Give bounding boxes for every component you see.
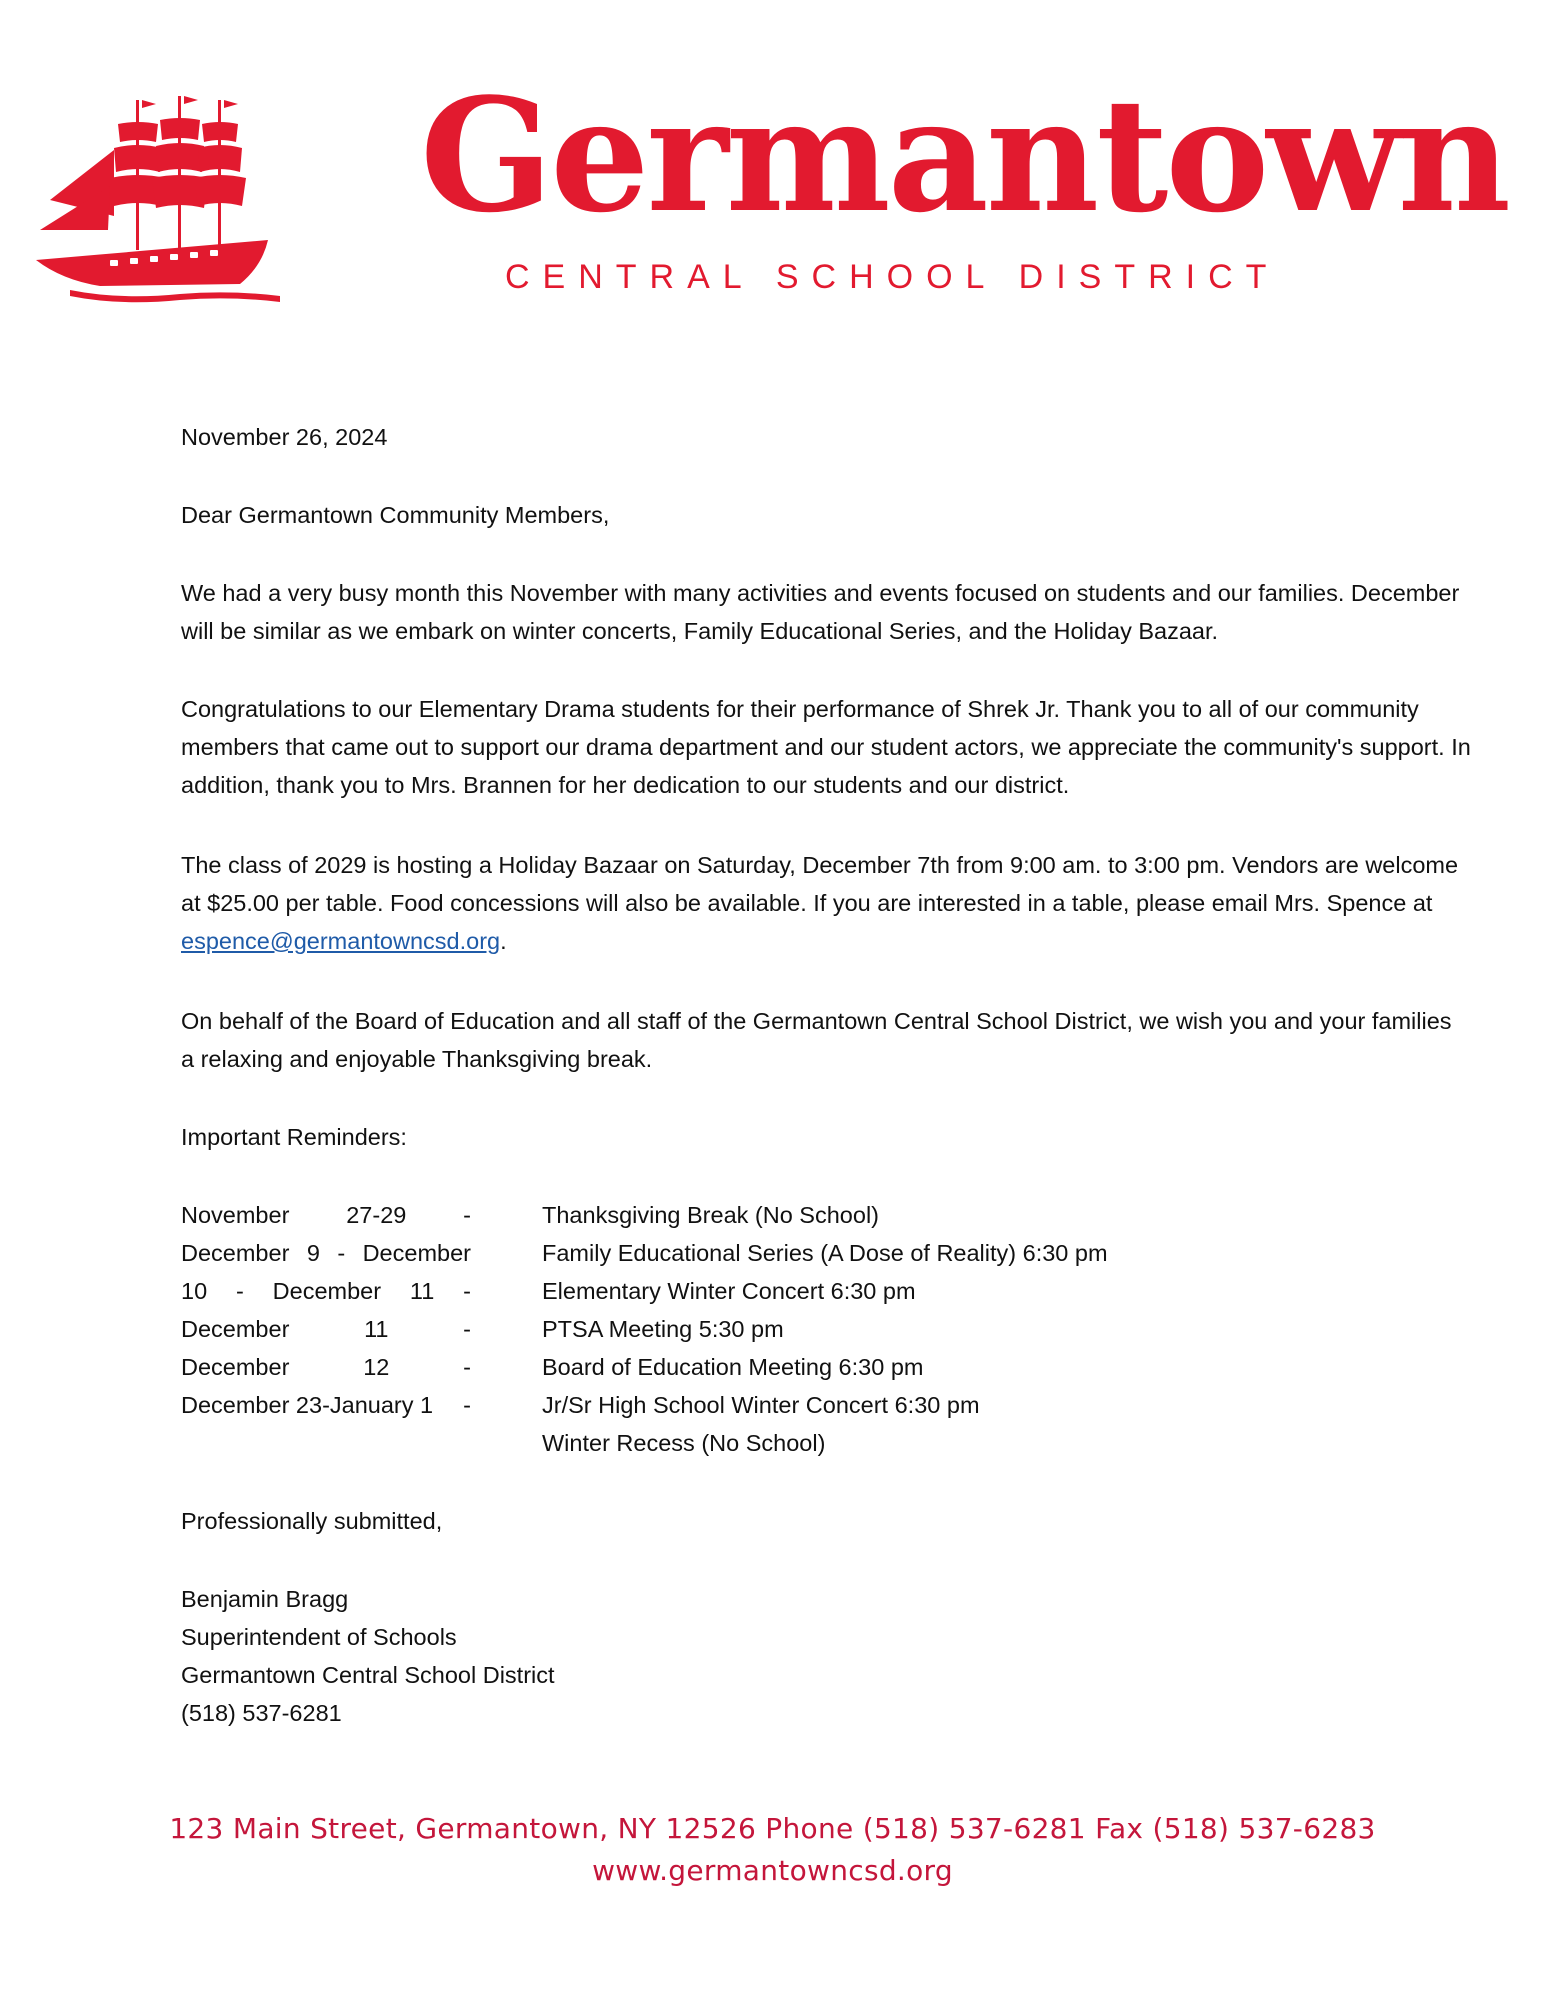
salutation: Dear Germantown Community Members, [181,502,610,528]
date-dash: - [463,1278,471,1304]
footer-website[interactable]: www.germantowncsd.org [592,1854,953,1887]
reminder-event: Jr/Sr High School Winter Concert 6:30 pm [542,1392,980,1418]
email-link[interactable]: espence@germantowncsd.org [181,928,501,954]
district-wordmark: Germantown [420,64,1509,247]
date-range: 12 [363,1354,390,1380]
paragraph-drama: Congratulations to our Elementary Drama students for their performance of Shrek Jr. Thank you to all of our community members that came out to support our drama department and our student actors, we appreciate the community's support. In addition, thank you to Mrs. Brannen for her dedication to our students and our district. [181,696,1471,798]
date-word: December [181,1354,290,1380]
paragraph-intro: We had a very busy month this November with many activities and events focused on students and our families. December will be similar as we embark on winter concerts, Family Educational Series, and the Holiday Bazaar. [181,580,1460,644]
paragraph-bazaar [181,846,1471,960]
date-range: 11 [409,1278,435,1304]
date-range: 9 [306,1240,320,1266]
reminder-event: Family Educational Series (A Dose of Reality) 6:30 pm [542,1240,1108,1266]
reminder-event: Elementary Winter Concert 6:30 pm [542,1278,916,1304]
reminder-date-row [181,1272,471,1310]
signature-title: Superintendent of Schools [181,1624,457,1650]
signature-name: Benjamin Bragg [181,1586,349,1612]
date-word: November [181,1202,290,1228]
date-word: December [362,1240,471,1266]
reminder-date-row [181,1196,471,1234]
district-tagline: CENTRAL SCHOOL DISTRICT [505,258,1280,296]
bazaar-text: The class of 2029 is hosting a Holiday Bazaar on Saturday, December 7th from 9:00 am. to 3:00 pm. Vendors are welcome at $25.00 per table. Food concessions will also be available. If you are interested in a table, please email Mrs. Spence at [181,852,1459,916]
reminder-event: PTSA Meeting 5:30 pm [542,1316,784,1342]
reminder-date-row [181,1234,471,1272]
date-dash: - [235,1278,244,1304]
date-range: December 23-January 1 [181,1392,434,1418]
reminder-date-row [181,1386,471,1424]
date-dash: - [463,1354,471,1380]
date-dash: - [463,1392,471,1418]
date-range: 27-29 [346,1202,407,1228]
date-dash: - [463,1202,471,1228]
reminders-heading: Important Reminders: [181,1124,407,1150]
signoff: Professionally submitted, [181,1508,443,1534]
letter-date: November 26, 2024 [181,424,388,450]
date-dash: - [337,1240,346,1266]
reminder-event: Board of Education Meeting 6:30 pm [542,1354,924,1380]
paragraph-thanksgiving: On behalf of the Board of Education and all staff of the Germantown Central School District, we wish you and your families a relaxing and enjoyable Thanksgiving break. [181,1008,1452,1072]
date-range: 11 [364,1316,389,1342]
reminder-event: Thanksgiving Break (No School) [542,1202,879,1228]
date-word: December [181,1316,290,1342]
date-dash: - [463,1316,471,1342]
signature-phone: (518) 537-6281 [181,1700,342,1726]
reminder-event: Winter Recess (No School) [542,1430,826,1456]
bazaar-text-end: . [500,928,507,954]
signature-organization: Germantown Central School District [181,1662,555,1688]
date-word: December [181,1240,290,1266]
sailing-ship-icon [30,90,290,310]
footer-address: 123 Main Street, Germantown, NY 12526 Phone (518) 537-6281 Fax (518) 537-6283 [169,1812,1376,1845]
date-range: 10 [181,1278,208,1304]
date-word: December [272,1278,382,1304]
reminder-date-row [181,1310,471,1348]
reminder-date-row [181,1348,471,1386]
